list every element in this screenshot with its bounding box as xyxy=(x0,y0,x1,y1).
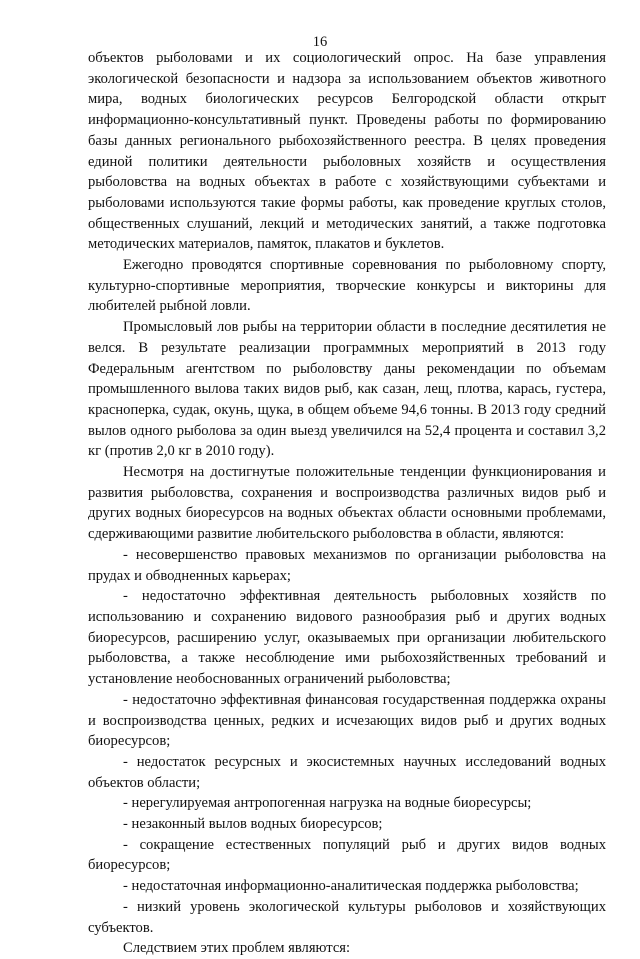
list-item-illegal-catch: - незаконный вылов водных биоресурсов; xyxy=(123,816,383,833)
document-body xyxy=(88,48,606,959)
list-item-legal-mechanisms: - несовершенство правовых механизмов по организации рыболовства на прудах и обводненных карьерах; xyxy=(88,546,606,584)
list-item-financial-support: - недостаточно эффективная финансовая государственная поддержка охраны и воспроизводства ценных, редких и исчезающих видов рыб и других водных биоресурсов; xyxy=(88,691,606,750)
list-item-ecological-culture: - низкий уровень экологической культуры рыболовов и хозяйствующих субъектов. xyxy=(88,898,606,936)
list-item-fishing-enterprises: - недостаточно эффективная деятельность рыболовных хозяйств по использованию и сохранению видового разнообразия рыб и других водных биоресурсов, расширению услуг, оказываемых при организации любительского рыболовства, а также несоблюдение ими рыбохозяйственных требований и установление необоснованных ограничений рыболовства; xyxy=(88,588,606,688)
page-number: 16 xyxy=(312,34,328,50)
paragraph-commercial-fishing: Промысловый лов рыбы на территории области в последние десятилетия не велся. В результате реализации программных мероприятий в 2013 году Федеральным агентством по рыболовству даны рекомендации по объемам промышленного вылова таких видов рыб, как сазан, лещ, плотва, карась, густера, красноперка, судак, окунь, щука, в общем объеме 94,6 тонны. В 2013 году средний вылов одного рыболова за один выезд увеличился на 52,4 процента и составил 3,2 кг (против 2,0 кг в 2010 году). xyxy=(88,319,606,460)
list-item-scientific-research: - недостаток ресурсных и экосистемных научных исследований водных объектов области; xyxy=(88,753,606,791)
list-item-information-support: - недостаточная информационно-аналитическая поддержка рыболовства; xyxy=(123,878,579,895)
paragraph-intro-continuation: объектов рыболовами и их социологический опрос. На базе управления экологической безопасности и надзора за использованием объектов животного мира, водных биологических ресурсов Белгородской области открыт информационно-консультативный пункт. Проведены работы по формированию базы данных регионального рыбохозяйственного реестра. В целях проведения единой политики деятельности рыболовных хозяйств и осуществления рыболовства на водных объектах в работе с хозяйствующими субъектами и рыболовами используются такие формы работы, как проведение круглых столов, общественных слушаний, лекций и методических занятий, а также подготовка методических материалов, памяток, плакатов и буклетов. xyxy=(88,50,606,253)
paragraph-sport-events: Ежегодно проводятся спортивные соревнования по рыболовному спорту, культурно-спортивные мероприятия, творческие конкурсы и викторины для любителей рыбной ловли. xyxy=(88,257,606,315)
list-item-population-decline: - сокращение естественных популяций рыб и других видов водных биоресурсов; xyxy=(88,836,606,874)
paragraph-main-problems: Несмотря на достигнутые положительные тенденции функционирования и развития рыболовства, сохранения и воспроизводства различных видов рыб и других водных биоресурсов на водных объектах области основными проблемами, сдерживающими развитие любительского рыболовства в области, являются: xyxy=(88,464,606,543)
paragraph-consequences-heading: Следствием этих проблем являются: xyxy=(123,940,351,957)
list-item-anthropogenic-load: - нерегулируемая антропогенная нагрузка на водные биоресурсы; xyxy=(123,795,532,812)
